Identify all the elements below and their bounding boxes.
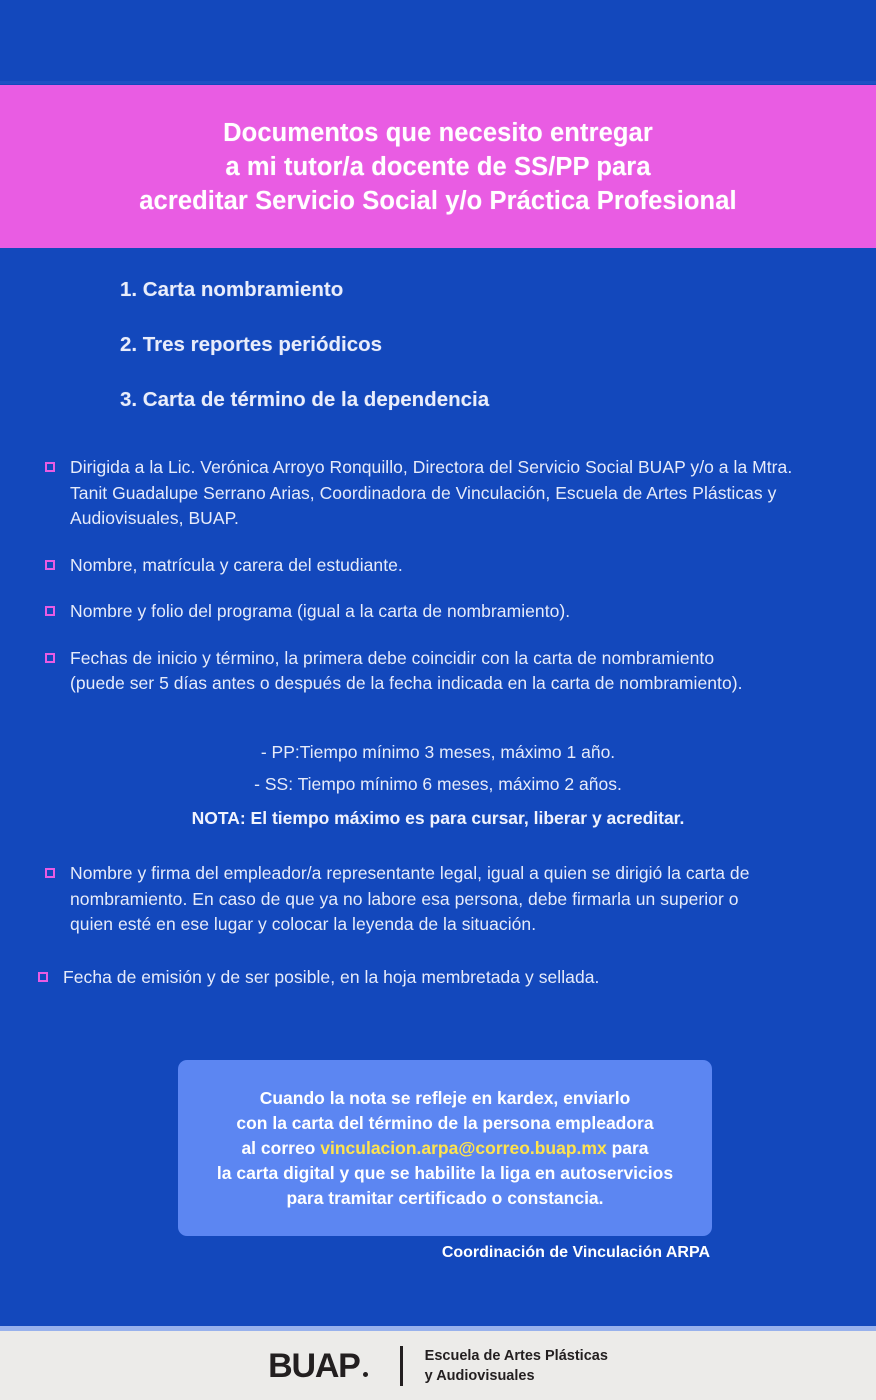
requirements-bullet-group-2: [0, 861, 876, 1017]
header-banner: [0, 85, 876, 248]
requirements-bullet-group-1: [0, 455, 876, 718]
bullet-text-program-name: Nombre y folio del programa (igual a la carta de nombramiento).: [70, 601, 571, 621]
numbered-item-2: 2. Tres reportes periódicos: [120, 333, 383, 356]
infobox-line-3-suffix: para: [606, 1137, 649, 1158]
duration-note-pp: - PP:Tiempo mínimo 3 meses, máximo 1 año.: [260, 742, 616, 762]
signature-line: Coordinación de Vinculación ARPA: [441, 1244, 710, 1261]
buap-logo: [268, 1346, 368, 1385]
bullet-text-dates: Fechas de inicio y término, la primera debe coincidir con la carta de nombramiento (puede ser 5 días antes o después de la fecha indicada en la carta de nombramiento).: [70, 647, 743, 693]
list-item: [0, 599, 876, 625]
list-item: [0, 646, 876, 697]
footer-vertical-divider: [400, 1346, 403, 1386]
infobox-line-4: la carta digital y que se habilite la liga en autoservicios: [216, 1162, 674, 1183]
bullet-text-student-name: Nombre, matrícula y carera del estudiante.: [70, 554, 403, 575]
infobox-line-1: Cuando la nota se refleje en kardex, enviarlo: [259, 1087, 631, 1108]
square-bullet-icon: [38, 972, 48, 982]
email-instructions-box: [178, 1060, 712, 1236]
square-bullet-icon: [45, 868, 55, 878]
footer-school-line-1: Escuela de Artes Plásticas: [424, 1347, 608, 1364]
buap-logo-dot-icon: [363, 1372, 368, 1377]
infobox-line-2: con la carta del término de la persona empleadora: [236, 1112, 654, 1133]
infobox-line-3: [241, 1136, 648, 1161]
duration-notes: [0, 737, 876, 836]
top-strip-divider: [0, 81, 876, 84]
header-title-line-1: Documentos que necesito entregar: [223, 118, 653, 147]
bullet-text-employer-signature: Nombre y firma del empleador/a representante legal, igual a quien se dirigió la carta de nombramiento. En caso de que ya no labore esa persona, debe firmarla un superior o quien esté en ese lugar y colocar la leyenda de la situación.: [70, 863, 750, 934]
square-bullet-icon: [45, 560, 55, 570]
header-title-line-2: a mi tutor/a docente de SS/PP para: [225, 152, 651, 181]
square-bullet-icon: [45, 606, 55, 616]
list-item: [0, 965, 876, 991]
duration-note-nota: NOTA: El tiempo máximo es para cursar, liberar y acreditar.: [191, 808, 685, 828]
bullet-text-addressee: Dirigida a la Lic. Verónica Arroyo Ronquillo, Directora del Servicio Social BUAP y/o a la Mtra. Tanit Guadalupe Serrano Arias, Coordinadora de Vinculación, Escuela de Artes Plásticas y Audiovisuales, BUAP.: [70, 457, 793, 528]
numbered-item-3: 3. Carta de término de la dependencia: [120, 388, 490, 411]
list-item: [0, 455, 876, 532]
top-blue-strip: [0, 0, 876, 85]
square-bullet-icon: [45, 653, 55, 663]
footer-school-name: [425, 1346, 608, 1386]
buap-wordmark: BUAP: [268, 1346, 360, 1385]
numbered-item-1: 1. Carta nombramiento: [120, 278, 344, 301]
infobox-line-5: para tramitar certificado o constancia.: [286, 1187, 604, 1208]
list-item: [0, 553, 876, 579]
header-title-line-3: acreditar Servicio Social y/o Práctica Profesional: [139, 186, 737, 215]
contact-email[interactable]: vinculacion.arpa@correo.buap.mx: [320, 1137, 607, 1158]
duration-note-ss: - SS: Tiempo mínimo 6 meses, máximo 2 años.: [254, 773, 622, 794]
footer-school-line-2: y Audiovisuales: [424, 1367, 535, 1384]
footer-bar: [0, 1331, 876, 1400]
square-bullet-icon: [45, 462, 55, 472]
required-documents-list: [0, 278, 876, 443]
list-item: [0, 861, 876, 938]
bullet-text-issue-date: Fecha de emisión y de ser posible, en la hoja membretada y sellada.: [63, 966, 600, 987]
infobox-line-3-prefix: al correo: [241, 1137, 321, 1158]
